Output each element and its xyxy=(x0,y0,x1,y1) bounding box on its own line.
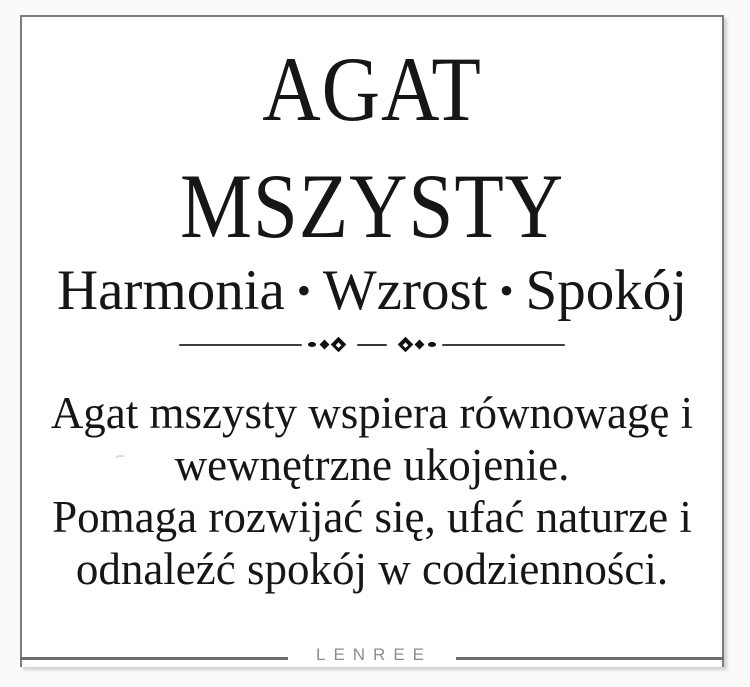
affirmation-text-line: odnaleźć spokój w codzienności. xyxy=(75,543,669,594)
affirmation-text-line: Agat mszysty wspiera równowagę i xyxy=(50,387,694,438)
footer-line-left xyxy=(20,657,288,660)
divider-line-right xyxy=(442,344,565,346)
keyword-spokoj: Spokój xyxy=(525,259,688,322)
diamond-icon xyxy=(320,340,330,350)
dot-icon xyxy=(308,342,316,347)
affirmation-text-line: Pomaga rozwijać się, ufać naturze i xyxy=(52,491,692,542)
affirmation-text xyxy=(22,387,722,595)
keywords-line xyxy=(22,261,722,321)
footer-line-right xyxy=(456,657,724,660)
fleuron-icon xyxy=(398,337,414,353)
diamond-icon xyxy=(415,340,425,350)
keyword-harmonia: Harmonia xyxy=(56,259,285,322)
divider-center-dash xyxy=(357,344,387,346)
ornamental-divider xyxy=(179,338,565,352)
divider-line-left xyxy=(179,344,302,346)
stone-name-line1: AGAT xyxy=(262,38,482,140)
bullet-separator-icon: • xyxy=(499,268,514,313)
brand-label: LENREE xyxy=(315,645,433,664)
brand-footer xyxy=(20,645,724,668)
stone-name-line2: MSZYSTY xyxy=(179,155,565,257)
dot-icon xyxy=(428,342,436,347)
keyword-wzrost: Wzrost xyxy=(322,259,488,322)
affirmation-card xyxy=(20,15,724,667)
bullet-separator-icon: • xyxy=(296,268,311,313)
fleuron-icon xyxy=(331,337,347,353)
affirmation-text-line: wewnętrzne ukojenie. xyxy=(174,439,570,490)
